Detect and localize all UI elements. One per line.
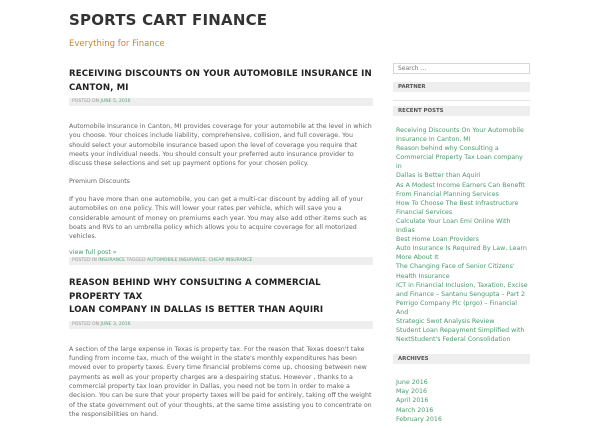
recent-post-link[interactable]: How To Choose The Best Infrastructure bbox=[396, 199, 519, 207]
post-title[interactable] bbox=[69, 68, 373, 95]
post-date-link[interactable]: JUNE 5, 2016 bbox=[100, 99, 131, 104]
paragraph: Automobile Insurance in Canton, MI provides coverage for your automobile at the level in which you choose. Your choices include liability, comprehensive, collision, and full coverage. You should select your automobile insurance based upon the level of coverage you require that meets your individual needs. You should consult your preferred auto insurance provider to discuss these selections and set up payment options for your chosen policy. bbox=[69, 123, 372, 168]
archive-link[interactable]: June 2016 bbox=[396, 379, 428, 387]
post-2 bbox=[69, 277, 373, 419]
paragraph: Premium Discounts bbox=[69, 178, 130, 186]
post-title-line[interactable]: REASON BEHIND WHY CONSULTING A COMMERCIAL PROPERTY TAX bbox=[69, 278, 321, 302]
meta-prefix: POSTED ON bbox=[72, 321, 101, 327]
site-title[interactable]: SPORTS CART FINANCE bbox=[69, 11, 268, 29]
recent-post-link[interactable]: Student Loan Repayment Simplified with bbox=[396, 327, 525, 335]
post-title-line[interactable]: LOAN COMPANY IN DALLAS IS BETTER THAN AQUIRI bbox=[69, 305, 324, 316]
tags-links[interactable]: AUTOMOBILE INSURANCE, CHEAP INSURANCE bbox=[147, 258, 253, 264]
recent-post-link[interactable]: Strategic Swot Analysis Review bbox=[396, 317, 495, 325]
recent-post-link[interactable]: Auto Insurance Is Required By Law, Learn bbox=[396, 245, 527, 253]
recent-post-link[interactable]: As A Modest Income Earners Can Benefit bbox=[396, 181, 525, 189]
archive-link[interactable]: February 2016 bbox=[396, 415, 442, 423]
partner-widget-title: PARTNER bbox=[393, 82, 530, 92]
post-title-line[interactable]: RECEIVING DISCOUNTS ON YOUR AUTOMOBILE INSURANCE IN bbox=[69, 69, 372, 79]
main-content bbox=[69, 68, 373, 428]
recent-post-link[interactable]: Health Insurance bbox=[396, 272, 450, 280]
meta-prefix: POSTED ON bbox=[72, 99, 101, 104]
divider bbox=[393, 100, 530, 101]
recent-post-link[interactable]: NextStudent's Federal Consolidation bbox=[396, 336, 511, 344]
recent-post-link[interactable]: ICT in Financial Inclusion, Taxation, Excise bbox=[396, 281, 528, 289]
search-input[interactable] bbox=[393, 63, 530, 74]
post-meta bbox=[69, 98, 373, 106]
tagged-label: TAGGED bbox=[125, 258, 148, 264]
archives-widget-title: ARCHIVES bbox=[393, 354, 530, 364]
recent-post-link[interactable]: Best Home Loan Providers bbox=[396, 236, 479, 244]
paragraph: If you have more than one automobile, you can get a multi-car discount by adding all of your automobiles on one policy. This will lower your rates per vehicle, which will save you a considerable amount of money on premiums each year. You may also add other items such as boats and RVs to an umbrella policy which allows you to acquire coverage for all motorized vehicles. bbox=[69, 196, 367, 241]
paragraph: A section of the large expense in Texas is property tax. For the reason that Texas doesn't take funding from income tax, much of the weight in the state's monthly expenditures has been moved over to property taxes. Every time financial problems come up, choosing between new payments as well as your property charges are a despairing status. However , thanks to a commercial property tax loan provider in Dallas, you need not be torn in order to make a decision. You can be sure that your property taxes will be paid for entirely, taking off the weight of the state government out of your thoughts, at the same time assisting you to concentrate on the responsibilities on hand. bbox=[69, 345, 372, 418]
posted-in-label: POSTED IN bbox=[72, 258, 99, 264]
post-excerpt bbox=[69, 345, 373, 419]
recent-post-link[interactable]: Dallas is Better than Aquiri bbox=[396, 172, 481, 180]
recent-posts-widget-title: RECENT POSTS bbox=[393, 106, 530, 116]
recent-post-link[interactable]: and Finance – Santanu Sengupta – Part 2 bbox=[396, 290, 526, 298]
archives-list bbox=[393, 378, 530, 423]
post-title[interactable] bbox=[69, 277, 373, 318]
recent-post-link[interactable]: The Changing Face of Senior Citizens' bbox=[396, 263, 515, 271]
archive-link[interactable]: April 2016 bbox=[396, 397, 429, 405]
recent-post-link[interactable]: Calculate Your Loan Emi Online With Indias bbox=[396, 217, 511, 235]
post-footer-meta bbox=[69, 257, 373, 265]
recent-posts-list bbox=[393, 126, 530, 344]
recent-post-link[interactable]: More About It bbox=[396, 254, 439, 262]
post-1 bbox=[69, 68, 373, 265]
post-excerpt bbox=[69, 122, 373, 242]
view-full-post-link[interactable]: view full post » bbox=[69, 249, 117, 257]
category-link[interactable]: INSURANCE bbox=[98, 258, 126, 264]
recent-post-link[interactable]: Commercial Property Tax Loan company in bbox=[396, 154, 523, 171]
post-date-link[interactable]: JUNE 3, 2016 bbox=[100, 321, 131, 327]
recent-post-link[interactable]: Financial Services bbox=[396, 208, 453, 216]
archive-link[interactable]: May 2016 bbox=[396, 388, 428, 396]
post-meta bbox=[69, 321, 373, 329]
recent-post-link[interactable]: From Financial Planning Services bbox=[396, 190, 499, 198]
recent-post-link[interactable]: Perrigo Company Plc (prgo) – Financial And bbox=[396, 299, 518, 316]
archive-link[interactable]: March 2016 bbox=[396, 406, 434, 414]
sidebar bbox=[393, 63, 530, 424]
recent-post-link[interactable]: Insurance In Canton, MI bbox=[396, 136, 471, 144]
post-title-line[interactable]: CANTON, MI bbox=[69, 82, 129, 93]
recent-post-link[interactable]: Receiving Discounts On Your Automobile bbox=[396, 127, 524, 134]
recent-post-link[interactable]: Reason behind why Consulting a bbox=[396, 145, 499, 153]
site-tagline: Everything for Finance bbox=[69, 39, 165, 49]
